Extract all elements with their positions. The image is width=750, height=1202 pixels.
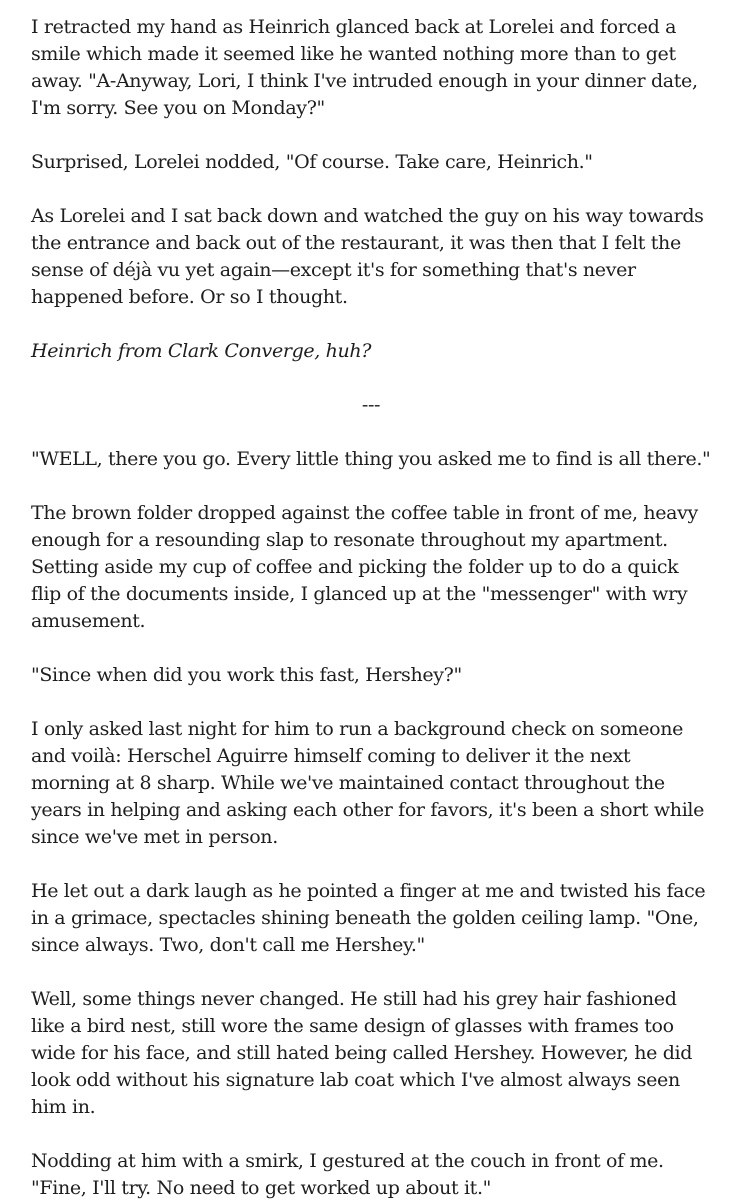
paragraph: As Lorelei and I sat back down and watched the guy on his way towards the entrance and back out of the restaurant, it was then that I felt the sense of déjà vu yet again—except it's for something that's never happened before. Or so I thought. xyxy=(31,205,704,308)
paragraph: He let out a dark laugh as he pointed a finger at me and twisted his face in a grimace, spectacles shining beneath the golden ceiling lamp. "One, since always. Two, don't call me Hershey." xyxy=(31,880,706,956)
scene-divider: --- xyxy=(361,394,381,416)
paragraph: Nodding at him with a smirk, I gestured at the couch in front of me. "Fine, I'll try. No need to get worked up about it." xyxy=(31,1150,664,1199)
story-text xyxy=(31,14,711,1202)
paragraph: Well, some things never changed. He still had his grey hair fashioned like a bird nest, still wore the same design of glasses with frames too wide for his face, and still hated being called Hershey. However, he did look odd without his signature lab coat which I've almost always seen him in. xyxy=(31,988,693,1118)
italic-thought-paragraph: Heinrich from Clark Converge, huh? xyxy=(31,340,372,362)
paragraph: Surprised, Lorelei nodded, "Of course. Take care, Heinrich." xyxy=(31,151,593,173)
paragraph: "Since when did you work this fast, Hershey?" xyxy=(31,664,462,686)
paragraph: "WELL, there you go. Every little thing you asked me to find is all there." xyxy=(31,448,711,470)
paragraph: I only asked last night for him to run a background check on someone and voilà: Herschel Aguirre himself coming to deliver it the next morning at 8 sharp. While we've maintained contact throughout the years in helping and asking each other for favors, it's been a short while since we've met in person. xyxy=(31,718,705,848)
paragraph: The brown folder dropped against the coffee table in front of me, heavy enough for a resounding slap to resonate throughout my apartment. Setting aside my cup of coffee and picking the folder up to do a quick flip of the documents inside, I glanced up at the "messenger" with wry amusement. xyxy=(31,502,698,632)
paragraph: I retracted my hand as Heinrich glanced back at Lorelei and forced a smile which made it seemed like he wanted nothing more than to get away. "A-Anyway, Lori, I think I've intruded enough in your dinner date, I'm sorry. See you on Monday?" xyxy=(31,16,698,119)
